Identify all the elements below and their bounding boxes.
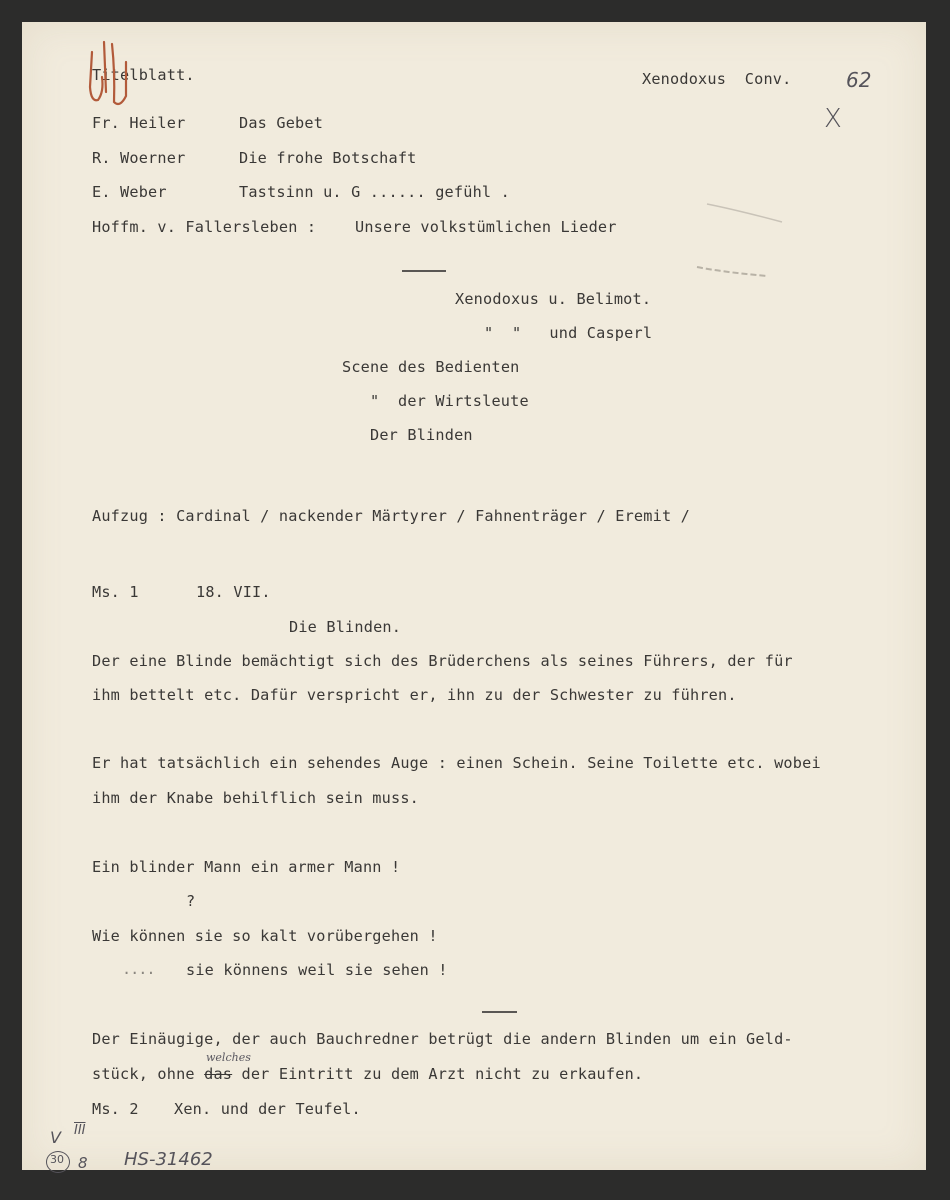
source-3-title: Tastsinn u. G ...... gefühl . [239,183,510,201]
para3-line2-a: stück, ohne [92,1065,195,1083]
document-page [22,22,926,1170]
source-3-author: E. Weber [92,183,167,201]
ms1-heading: Die Blinden. [289,618,402,636]
ms2-label: Ms. 2 [92,1100,139,1118]
archive-shelfmark: HS-31462 [124,1149,213,1170]
page-number: 62 [846,68,872,92]
verse-3: sie könnens weil sie sehen ! [186,961,448,979]
para1-line2: ihm bettelt etc. Dafür verspricht er, ihn zu der Schwester zu führen. [92,686,737,704]
source-4-title: Unsere volkstümlichen Lieder [355,218,617,236]
cross-mark: X [824,104,842,134]
ms2-text: Xen. und der Teufel. [174,1100,361,1118]
scene-1: Xenodoxus u. Belimot. [455,290,652,308]
verse-3-prefix: .... [122,960,155,978]
separator-rule-2 [482,1011,517,1013]
source-2-author: R. Woerner [92,149,186,167]
red-pencil-mark [82,32,132,122]
para3-line2 [92,1065,643,1083]
aufzug-line: Aufzug : Cardinal / nackender Märtyrer / Fahnenträger / Eremit / [92,507,690,525]
source-1-title: Das Gebet [239,114,324,132]
ms1-date: 18. VII. [196,583,271,601]
para3-line2-b: der Eintritt zu dem Arzt nicht zu erkaufen. [241,1065,644,1083]
scene-4: " der Wirtsleute [370,392,529,410]
ms1-label: Ms. 1 [92,583,139,601]
archive-roman-sub: $\overline{III}$ [74,1123,86,1138]
archive-roman: V [50,1128,61,1147]
source-1-author: Fr. Heiler [92,114,186,132]
pencil-smudge [692,192,792,292]
scene-3: Scene des Bedienten [342,358,520,376]
separator-rule [402,270,446,272]
para3-struck-word: das [204,1065,233,1083]
source-2-title: Die frohe Botschaft [239,149,417,167]
para3-line1: Der Einäugige, der auch Bauchredner betrügt die andern Blinden um ein Geld- [92,1030,793,1048]
archive-circle-number: 30 [50,1153,64,1166]
source-4-author: Hoffm. v. Fallersleben : [92,218,317,236]
verse-question: ? [186,892,196,910]
scene-2: " " und Casperl [484,324,653,342]
verse-2: Wie können sie so kalt vorübergehen ! [92,927,438,945]
verse-1: Ein blinder Mann ein armer Mann ! [92,858,401,876]
para2-line2: ihm der Knabe behilflich sein muss. [92,789,420,807]
para1-line1: Der eine Blinde bemächtigt sich des Brüderchens als seines Führers, der für [92,652,793,670]
header-right: Xenodoxus Conv. [642,70,792,88]
scene-5: Der Blinden [370,426,473,444]
archive-num: 8 [78,1154,88,1172]
handwritten-insertion: welches [206,1051,251,1064]
para2-line1: Er hat tatsächlich ein sehendes Auge : einen Schein. Seine Toilette etc. wobei [92,754,821,772]
header-left: Titelblatt. [92,66,195,84]
